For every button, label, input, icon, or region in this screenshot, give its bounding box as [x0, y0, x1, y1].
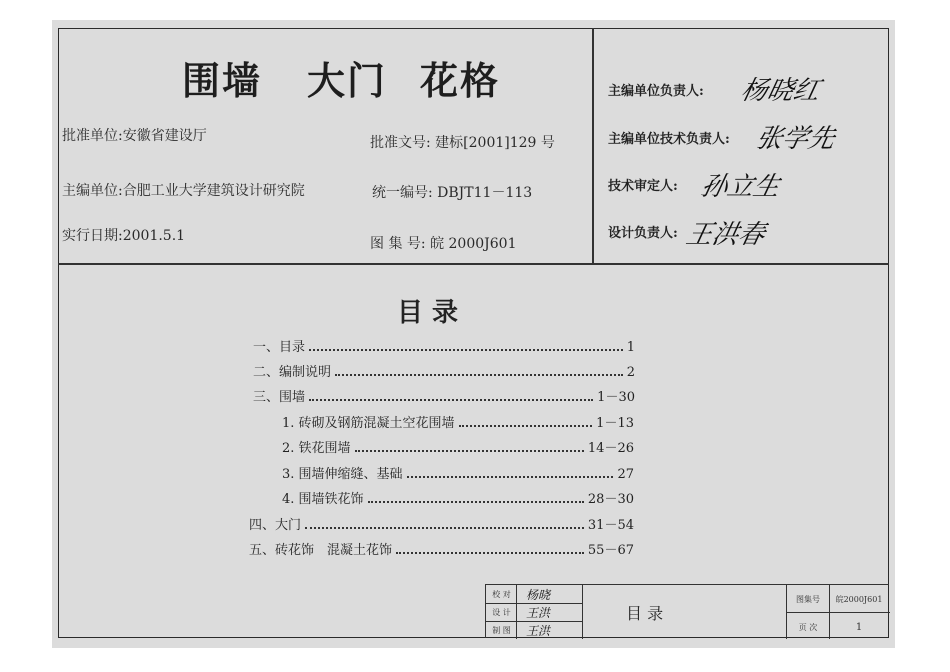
responsible-tech-label: 主编单位技术负责人: [608, 132, 730, 147]
title-wall: 围墙 [182, 59, 263, 103]
leader-dots [335, 373, 623, 376]
check-label: 校 对 [492, 590, 511, 599]
toc-item [253, 336, 635, 355]
atlas-value: 皖2000J601 [835, 595, 883, 604]
toc-item-page: 28－30 [587, 492, 634, 507]
leader-dots [407, 475, 614, 478]
editor-unit: 主编单位:合肥工业大学建筑设计研究院 [62, 183, 305, 199]
sheet-name: 目 录 [626, 604, 664, 623]
responsible-design-label: 设计负责人: [608, 226, 678, 241]
leader-dots [309, 398, 593, 401]
responsible-editor-label: 主编单位负责人: [608, 84, 704, 99]
effective-date: 实行日期:2001.5.1 [62, 228, 186, 244]
leader-dots [459, 424, 593, 427]
approval-unit: 批准单位:安徽省建设厅 [62, 128, 207, 144]
toc-item-label: 二、编制说明 [253, 365, 332, 380]
responsible-tech-signature: 张学先 [753, 124, 838, 154]
toc-item-page: 1 [626, 340, 635, 355]
design-signature: 王洪 [526, 606, 551, 620]
toc-item [282, 488, 634, 507]
toc-item-label: 一、目录 [253, 340, 306, 355]
title-gate: 大门 [307, 59, 388, 103]
toc-item-page: 2 [626, 365, 635, 380]
design-label: 设 计 [492, 608, 511, 617]
toc-title: 目 录 [397, 298, 459, 328]
approval-doc: 批准文号: 建标[2001]129 号 [370, 135, 555, 151]
responsible-editor-signature: 杨晓红 [738, 76, 823, 106]
unified-code: 统一编号: DBJT11－113 [372, 185, 533, 201]
toc-item [282, 463, 634, 482]
drawing-signature: 王洪 [526, 624, 551, 638]
document-photo [52, 20, 895, 648]
toc-item-label: 三、围墙 [253, 390, 306, 405]
toc-item-page: 1－13 [596, 416, 634, 431]
page-label: 页 次 [798, 623, 818, 632]
toc-item [253, 361, 635, 380]
toc-item-page: 31－54 [587, 518, 634, 533]
responsible-review-label: 技术审定人: [608, 179, 678, 194]
leader-dots [355, 449, 584, 452]
drawing-label: 制 图 [492, 626, 511, 635]
header-divider-vertical [592, 28, 594, 264]
atlas-number: 图 集 号: 皖 2000J601 [370, 236, 517, 252]
leader-dots [309, 348, 623, 351]
toc-item-label: 五、砖花饰 混凝土花饰 [249, 543, 393, 558]
toc-item-label: 3. 围墙伸缩缝、基础 [282, 467, 403, 482]
toc-item-page: 1－30 [597, 390, 635, 405]
toc-item [253, 386, 635, 405]
leader-dots [368, 500, 584, 503]
leader-dots [305, 526, 584, 529]
atlas-label: 图集号 [796, 595, 820, 604]
toc-item-page: 27 [617, 467, 634, 482]
title-lattice: 花格 [420, 59, 501, 103]
title-block [485, 584, 889, 638]
header-divider-horizontal [58, 263, 889, 265]
toc-item [249, 539, 634, 558]
responsible-review-signature: 孙立生 [698, 172, 783, 202]
toc-item [282, 437, 634, 456]
toc-item [282, 412, 634, 431]
toc-item-page: 14－26 [587, 441, 634, 456]
check-signature: 杨晓 [526, 588, 551, 602]
page-value: 1 [855, 622, 863, 633]
responsible-design-signature: 王洪春 [683, 220, 768, 250]
toc-item-label: 1. 砖砌及钢筋混凝土空花围墙 [282, 416, 455, 431]
leader-dots [396, 551, 584, 554]
toc-item-page: 55－67 [587, 543, 634, 558]
toc-item-label: 4. 围墙铁花饰 [282, 492, 364, 507]
toc-item-label: 四、大门 [249, 518, 302, 533]
toc-item-label: 2. 铁花围墙 [282, 441, 351, 456]
toc-item [249, 514, 634, 533]
